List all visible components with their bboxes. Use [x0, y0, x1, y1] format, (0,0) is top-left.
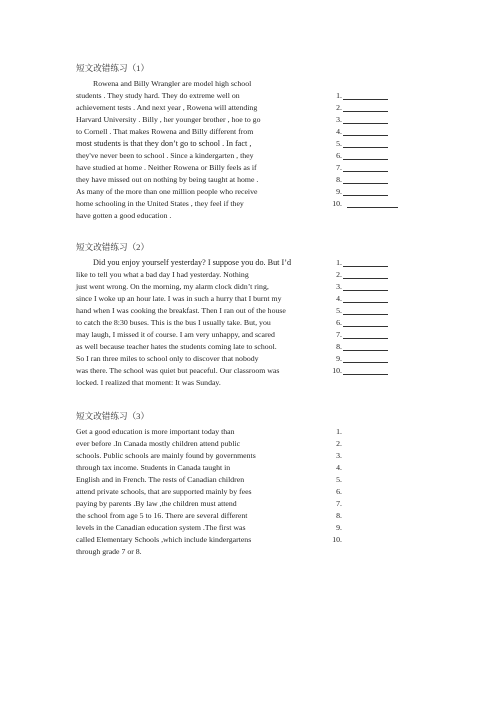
line-text: most students is that they don’t go to school . In fact ,	[76, 139, 252, 148]
line-text: So I ran three miles to school only to discover that nobody	[76, 354, 259, 363]
text-line	[76, 329, 416, 341]
text-line	[76, 377, 416, 389]
line-text: may laugh, I missed it of course. I am very unhappy, and scared	[76, 330, 275, 339]
item-number: 5.	[336, 306, 342, 315]
item-number: 8.	[336, 342, 342, 351]
item-number: 4.	[336, 294, 342, 303]
text-line	[76, 78, 416, 90]
line-text: they have missed out on nothing by being taught at home .	[76, 175, 259, 184]
item-number: 10.	[332, 199, 342, 208]
answer-blank[interactable]	[343, 159, 388, 160]
line-text: achievement tests . And next year , Rowena will attending	[76, 103, 258, 112]
text-line	[76, 365, 416, 377]
item-number: 8.	[336, 511, 342, 520]
answer-blank[interactable]	[343, 99, 388, 100]
exercise-section-1	[76, 62, 416, 222]
text-line	[76, 486, 416, 498]
line-text: hand when I was cooking the breakfast. Then I ran out of the house	[76, 306, 286, 315]
item-number: 9.	[336, 523, 342, 532]
text-line	[76, 293, 416, 305]
text-line	[76, 198, 416, 210]
item-number: 9.	[336, 354, 342, 363]
text-line	[76, 90, 416, 102]
answer-blank[interactable]	[343, 147, 388, 148]
line-text: since I woke up an hour late. I was in such a hurry that I burnt my	[76, 294, 282, 303]
answer-blank[interactable]	[343, 183, 388, 184]
line-text: attend private schools, that are supported mainly by fees	[76, 487, 252, 496]
text-line	[76, 114, 416, 126]
text-line	[76, 126, 416, 138]
text-line	[76, 546, 416, 558]
item-number: 2.	[336, 103, 342, 112]
line-text: to catch the 8:30 buses. This is the bus I usually take. But, you	[76, 318, 271, 327]
text-line	[76, 210, 416, 222]
answer-blank[interactable]	[343, 278, 388, 279]
text-line	[76, 174, 416, 186]
text-line	[76, 510, 416, 522]
line-text: schools. Public schools are mainly found by governments	[76, 451, 256, 460]
text-line	[76, 438, 416, 450]
line-text: like to tell you what a bad day I had yesterday. Nothing	[76, 270, 249, 279]
text-line	[76, 150, 416, 162]
text-line	[76, 102, 416, 114]
text-line	[76, 305, 416, 317]
answer-blank[interactable]	[343, 338, 388, 339]
answer-blank[interactable]	[343, 326, 388, 327]
line-text: the school from age 5 to 16. There are several different	[76, 511, 248, 520]
line-text: students . They study hard. They do extreme well on	[76, 91, 240, 100]
item-number: 6.	[336, 151, 342, 160]
item-number: 3.	[336, 115, 342, 124]
text-line	[76, 426, 416, 438]
item-number: 3.	[336, 282, 342, 291]
item-number: 4.	[336, 127, 342, 136]
text-line	[76, 317, 416, 329]
section-title: 短文改错练习（3）	[76, 411, 150, 421]
answer-blank[interactable]	[347, 207, 398, 208]
item-number: 7.	[336, 330, 342, 339]
line-text: to Cornell . That makes Rowena and Billy different from	[76, 127, 254, 136]
text-line	[76, 281, 416, 293]
text-line	[76, 522, 416, 534]
line-text: home schooling in the United States , they feel if they	[76, 199, 244, 208]
text-line	[76, 341, 416, 353]
item-number: 2.	[336, 439, 342, 448]
line-text: have gotten a good education .	[76, 211, 172, 220]
item-number: 10.	[332, 535, 342, 544]
line-text: locked. I realized that moment: It was Sunday.	[76, 378, 221, 387]
line-text: ever before .In Canada mostly children attend public	[76, 439, 241, 448]
item-number: 1.	[336, 91, 342, 100]
text-line	[76, 257, 416, 269]
line-text: English and in French. The rests of Canadian children	[76, 475, 245, 484]
text-line	[76, 450, 416, 462]
line-text: was there. The school was quiet but peaceful. Our classroom was	[76, 366, 280, 375]
item-number: 1.	[336, 258, 342, 267]
line-text: they've never been to school . Since a kindergarten , they	[76, 151, 254, 160]
answer-blank[interactable]	[343, 350, 388, 351]
item-number: 5.	[336, 475, 342, 484]
item-number: 2.	[336, 270, 342, 279]
answer-blank[interactable]	[343, 123, 388, 124]
answer-blank[interactable]	[343, 111, 388, 112]
line-text: Harvard University . Billy , her younger brother , hoe to go	[76, 115, 261, 124]
exercise-section-3	[76, 410, 416, 558]
line-text: levels in the Canadian education system .The first was	[76, 523, 246, 532]
item-number: 7.	[336, 163, 342, 172]
text-line	[76, 534, 416, 546]
text-line	[76, 353, 416, 365]
section-title: 短文改错练习（1）	[76, 63, 150, 73]
item-number: 3.	[336, 451, 342, 460]
answer-blank[interactable]	[343, 302, 388, 303]
line-text: through grade 7 or 8.	[76, 547, 142, 556]
item-number: 8.	[336, 175, 342, 184]
line-text: called Elementary Schools ,which include kindergartens	[76, 535, 252, 544]
text-line	[76, 269, 416, 281]
text-line	[76, 162, 416, 174]
answer-blank[interactable]	[343, 266, 388, 267]
item-number: 7.	[336, 499, 342, 508]
text-line	[76, 186, 416, 198]
answer-blank[interactable]	[343, 195, 388, 196]
answer-blank[interactable]	[343, 374, 388, 375]
line-text: Did you enjoy yourself yesterday? I suppose you do. But I’d	[93, 258, 292, 267]
line-text: As many of the more than one million people who receive	[76, 187, 258, 196]
item-number: 4.	[336, 463, 342, 472]
line-text: as well because teacher hates the students coming late to school.	[76, 342, 277, 351]
text-line	[76, 474, 416, 486]
item-number: 6.	[336, 318, 342, 327]
answer-blank[interactable]	[343, 135, 388, 136]
item-number: 9.	[336, 187, 342, 196]
line-text: have studied at home . Neither Rowena or Billy feels as if	[76, 163, 257, 172]
answer-blank[interactable]	[343, 314, 388, 315]
line-text: just went wrong. On the morning, my alarm clock didn’t ring,	[76, 282, 269, 291]
section-title: 短文改错练习（2）	[76, 242, 150, 252]
line-text: through tax income. Students in Canada taught in	[76, 463, 231, 472]
item-number: 1.	[336, 427, 342, 436]
line-text: paying by parents .By law ,the children must attend	[76, 499, 237, 508]
line-text: Get a good education is more important today than	[76, 427, 235, 436]
text-line	[76, 462, 416, 474]
line-text: Rowena and Billy Wrangler are model high school	[93, 79, 252, 88]
item-number: 5.	[336, 139, 342, 148]
item-number: 6.	[336, 487, 342, 496]
answer-blank[interactable]	[343, 362, 388, 363]
exercise-section-2	[76, 241, 416, 389]
text-line	[76, 498, 416, 510]
item-number: 10.	[332, 366, 342, 375]
answer-blank[interactable]	[343, 171, 388, 172]
answer-blank[interactable]	[343, 290, 388, 291]
text-line	[76, 138, 416, 150]
